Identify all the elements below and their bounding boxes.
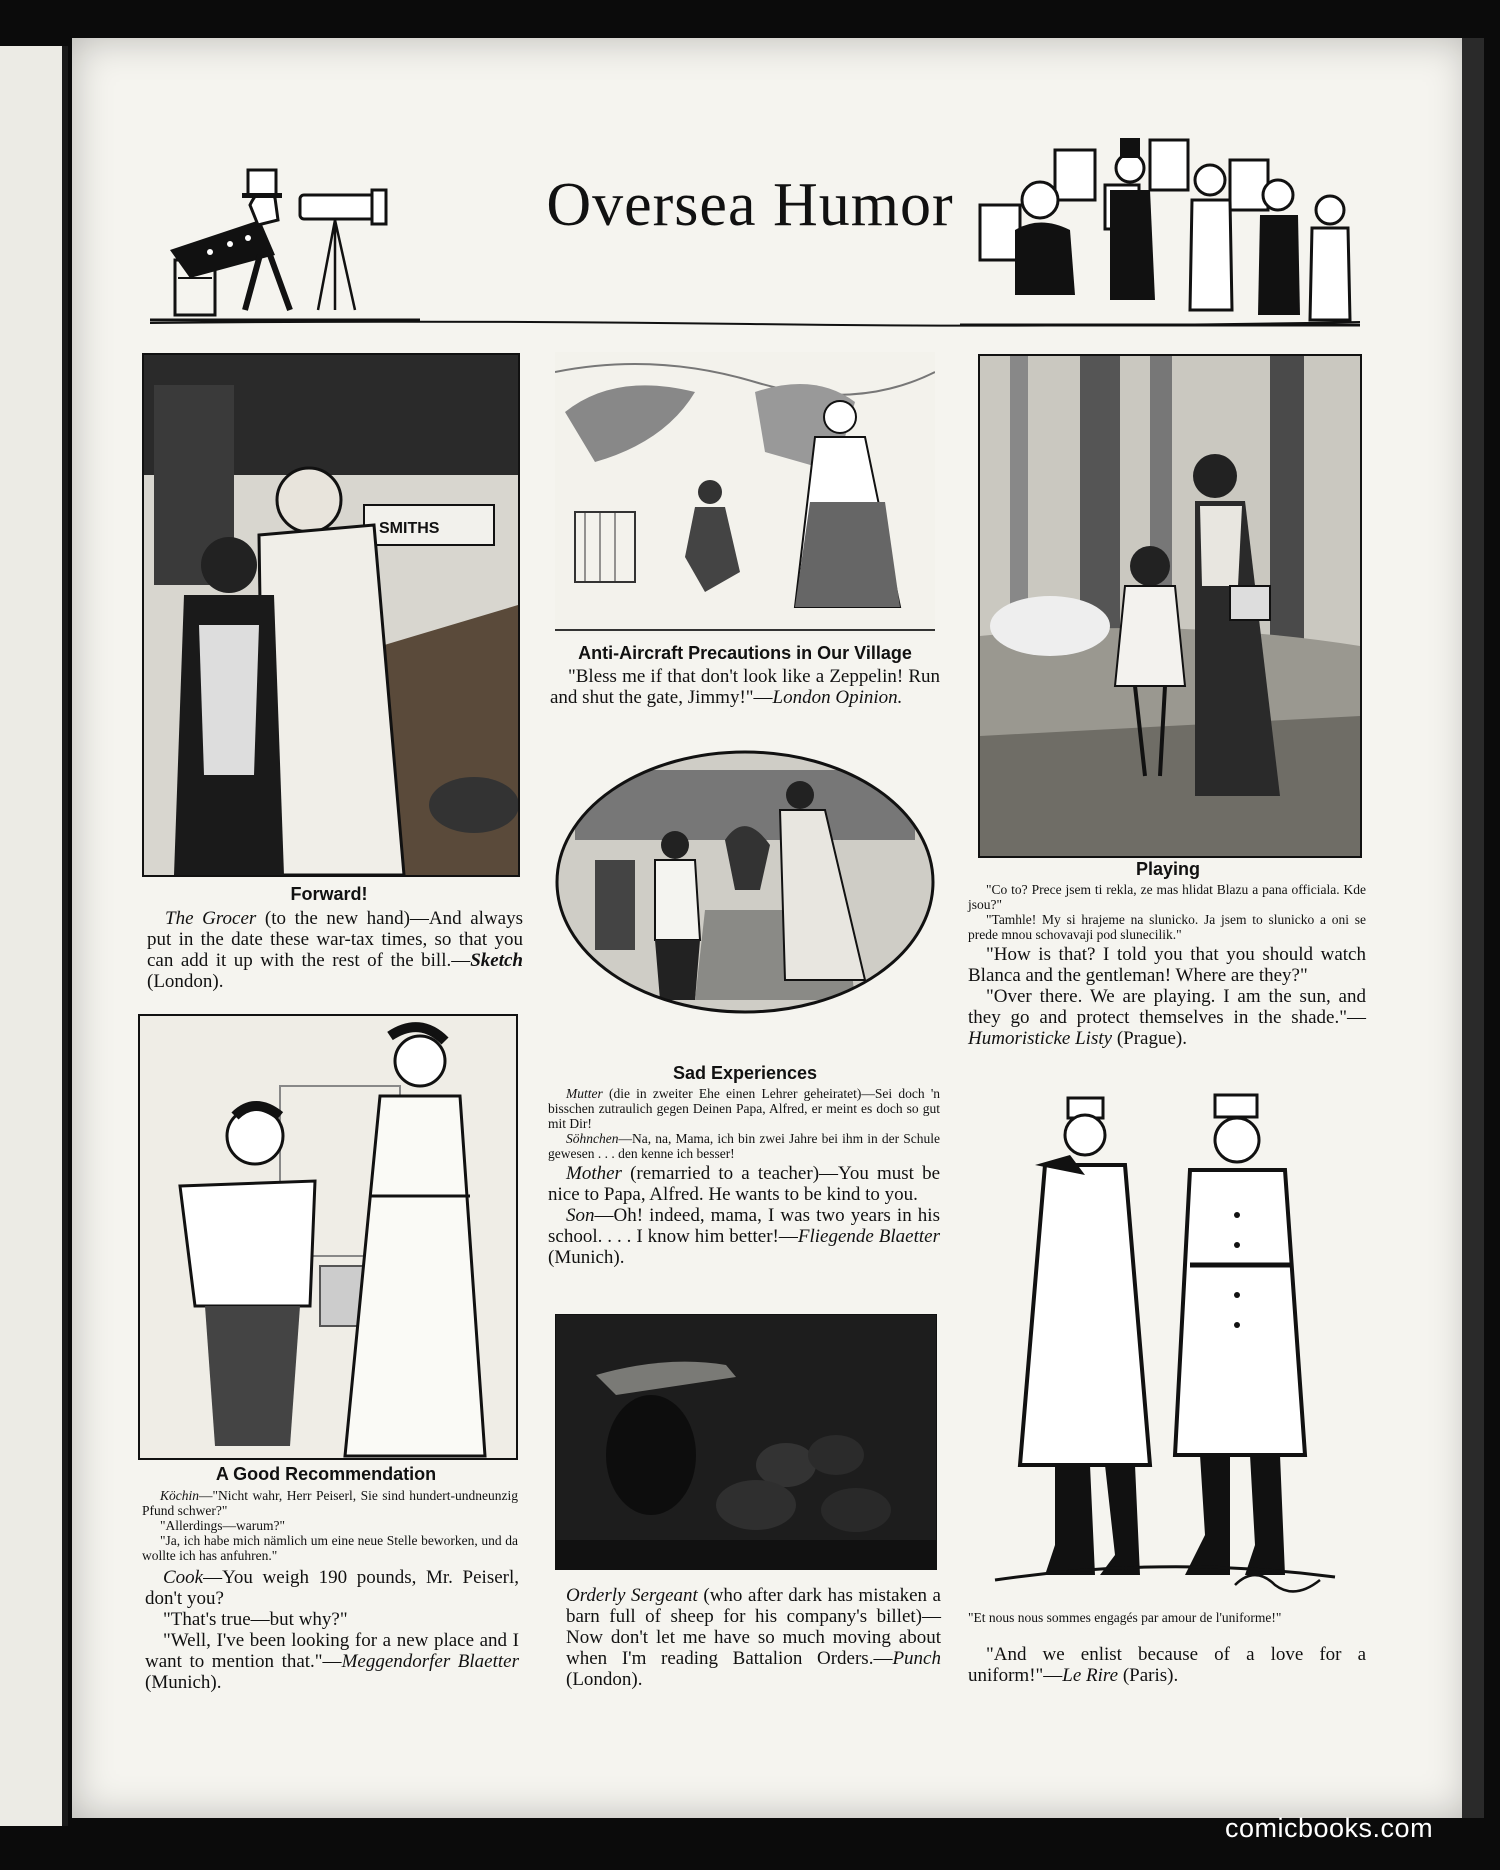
- page-header: [150, 120, 1360, 335]
- son-line: —Oh! indeed, mama, I was two years in his school. . . . I know him better!—: [548, 1205, 940, 1247]
- caption-line-3: "Well, I've been looking for a new place and I want to mention that."—: [145, 1630, 519, 1672]
- caption-line-2: "That's true—but why?": [163, 1609, 348, 1630]
- site-watermark: comicbooks.com: [1225, 1813, 1434, 1843]
- forward-caption: [147, 908, 523, 992]
- playing-line-2: "Over there. We are playing. I am the sun, and they go and protect themselves in the shade."—: [968, 986, 1366, 1028]
- original-line-3: "Ja, ich habe mich nämlich um eine neue Stelle beworken, und da wollte ich has anfuhren.": [142, 1533, 518, 1563]
- speaker-orderly-sergeant: Orderly Sergeant: [566, 1585, 698, 1606]
- sad-experiences-original: [548, 1086, 940, 1161]
- speaker-mother: Mother: [566, 1163, 622, 1184]
- forward-place: (London).: [147, 971, 224, 992]
- sad-experiences-source: Fliegende Blaetter: [797, 1226, 940, 1247]
- page-binding-edge: [1462, 38, 1484, 1818]
- facing-page-edge: [0, 46, 68, 1826]
- good-recommendation-original: [142, 1488, 518, 1563]
- original-speaker-kochin: Köchin: [160, 1488, 199, 1503]
- playing-line-1: "How is that? I told you that you should watch Blanca and the gentleman! Where are they?": [968, 944, 1366, 986]
- uniform-original: "Et nous nous sommes engagés par amour de l'uniforme!": [968, 1610, 1282, 1625]
- sad-experiences-caption: [548, 1163, 940, 1268]
- playing-source: Humoristicke Listy: [968, 1028, 1113, 1049]
- speaker-cook: Cook: [163, 1567, 204, 1588]
- uniform-cartoon: [975, 1085, 1355, 1605]
- good-recommendation-caption: [145, 1567, 519, 1693]
- anti-aircraft-source: London Opinion.: [772, 687, 903, 708]
- speaker-son: Son: [566, 1205, 595, 1226]
- original-line-2: "Tamhle! My si hrajeme na slunicko. Ja jsem to slunicko a oni se prede mnou schovavaji pod slunecilik.": [968, 912, 1366, 942]
- anti-aircraft-caption: [550, 666, 940, 708]
- forward-speaker: The Grocer: [165, 908, 257, 929]
- orderly-sergeant-caption: [566, 1585, 941, 1690]
- original-line-2: "Allerdings—warum?": [160, 1518, 285, 1533]
- original-line-1: —"Nicht wahr, Herr Peiserl, Sie sind hundert-undneunzig Pfund schwer?": [142, 1488, 518, 1518]
- uniform-caption: [968, 1644, 1366, 1686]
- good-recommendation-title: A Good Recommendation: [215, 1464, 437, 1484]
- forward-title: Forward!: [290, 884, 368, 904]
- sad-experiences-cartoon: [555, 750, 935, 1015]
- playing-title: Playing: [1135, 859, 1201, 879]
- original-line-1: "Co to? Prece jsem ti rekla, ze mas hlidat Blazu a pana officiala. Kde jsou?": [968, 882, 1366, 912]
- forward-text: (to the new hand)—And always put in the date these war-tax times, so that you can add it up with the rest of the bill.—: [147, 908, 524, 971]
- anti-aircraft-cartoon: [555, 352, 935, 634]
- caption-line-1: —You weigh 190 pounds, Mr. Peiserl, don't you?: [145, 1567, 519, 1609]
- uniform-text: "And we enlist because of a love for a uniform!"—: [968, 1644, 1366, 1686]
- orderly-place: (London).: [566, 1669, 643, 1690]
- orderly-source: Punch: [892, 1648, 941, 1669]
- mother-line: (remarried to a teacher)—You must be nice to Papa, Alfred. He wants to be kind to you.: [548, 1163, 940, 1205]
- original-line-mutter: (die in zweiter Ehe einen Lehrer geheiratet)—Sei doch 'n bisschen zutraulich gegen Deinen Papa, Alfred, er meint es doch so gut mit Dir!: [548, 1086, 940, 1131]
- uniform-place: (Paris).: [1118, 1665, 1179, 1686]
- uncle-sam-telescope-illustration: [150, 160, 420, 335]
- forward-source: Sketch: [470, 950, 523, 971]
- playing-place: (Prague).: [1112, 1028, 1187, 1049]
- uniform-source: Le Rire: [1062, 1665, 1119, 1686]
- page-title: Oversea Humor: [546, 171, 954, 239]
- orderly-text: (who after dark has mistaken a barn full of sheep for his company's billet)—Now don't let me have so much moving about when I'm reading Battalion Orders.—: [566, 1585, 941, 1669]
- sad-experiences-title: Sad Experiences: [672, 1063, 818, 1083]
- playing-original: [968, 882, 1366, 942]
- header-ground-line: [150, 318, 1360, 328]
- anti-aircraft-title: Anti-Aircraft Precautions in Our Village: [578, 643, 912, 663]
- recommendation-source: Meggendorfer Blaetter: [341, 1651, 519, 1672]
- original-line-sohnchen: —Na, na, Mama, ich bin zwei Jahre bei ihm in der Schule gewesen . . . den kenne ich besser!: [548, 1131, 940, 1161]
- good-recommendation-cartoon: [138, 1014, 518, 1460]
- original-speaker-sohnchen: Söhnchen: [566, 1131, 619, 1146]
- sad-experiences-place: (Munich).: [548, 1247, 625, 1268]
- anti-aircraft-text: "Bless me if that don't look like a Zeppelin! Run and shut the gate, Jimmy!"—: [550, 666, 940, 708]
- shop-sign: SMITHS: [379, 520, 440, 537]
- playing-cartoon: [978, 354, 1362, 858]
- recommendation-place: (Munich).: [145, 1672, 222, 1693]
- playing-caption: [968, 944, 1366, 1049]
- orderly-sergeant-cartoon: [555, 1314, 937, 1570]
- crowd-with-newspapers-illustration: [960, 120, 1360, 335]
- original-speaker-mutter: Mutter: [566, 1086, 603, 1101]
- forward-cartoon: [142, 353, 520, 877]
